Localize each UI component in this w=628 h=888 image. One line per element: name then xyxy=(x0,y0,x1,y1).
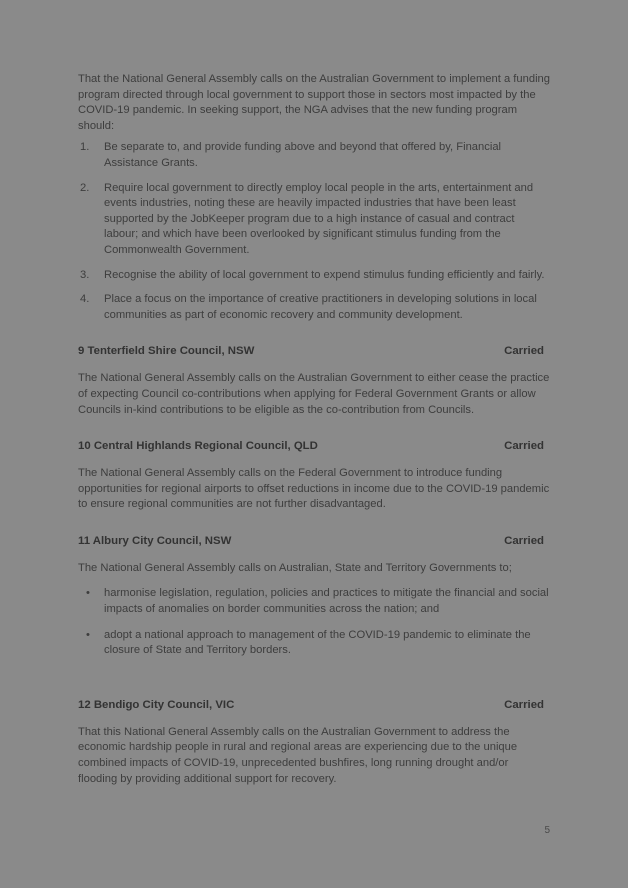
status-badge: Carried xyxy=(504,345,544,358)
list-item xyxy=(78,268,550,284)
motion-section-11 xyxy=(78,535,550,659)
section-body: The National General Assembly calls on the Australian Government to either cease the practice of expecting Council co-contributions when applying for Federal Government Grants or allow Councils in-kind contributions to be eligible as the co-contribution from Councils. xyxy=(78,372,550,416)
list-item xyxy=(78,181,550,259)
section-body: That this National General Assembly calls on the Australian Government to address the economic hardship people in rural and regional areas are experiencing due to the unique combined impacts of COVID-19, unprecedented bushfires, long running drought and/or flooding by providing additional support for recovery. xyxy=(78,725,518,785)
section-title: 9 Tenterfield Shire Council, NSW xyxy=(78,345,255,358)
section-title: 12 Bendigo City Council, VIC xyxy=(78,698,235,711)
section-header xyxy=(78,535,550,547)
section-body: The National General Assembly calls on the Federal Government to introduce funding opportunities for regional airports to offset reductions in income due to the COVID-19 pandemic to ensure regional communities are not further disadvantaged. xyxy=(78,467,550,511)
status-badge: Carried xyxy=(504,534,544,547)
list-item xyxy=(78,140,550,171)
bullet-icon: • xyxy=(86,587,90,600)
section-header xyxy=(78,345,550,357)
list-item-number: 1. xyxy=(80,141,90,154)
section-header xyxy=(78,440,550,452)
list-item-text: Be separate to, and provide funding above and beyond that offered by, Financial Assistance Grants. xyxy=(104,141,502,169)
status-badge: Carried xyxy=(504,698,544,711)
list-item-number: 3. xyxy=(80,268,90,281)
page-number: 5 xyxy=(544,825,550,836)
section-header xyxy=(78,699,550,711)
motion-section-10 xyxy=(78,440,550,513)
list-item-text: Place a focus on the importance of creative practitioners in developing solutions in local communities as part of economic recovery and community development. xyxy=(104,293,537,321)
bullet-list xyxy=(78,586,550,658)
section-title: 11 Albury City Council, NSW xyxy=(78,534,232,547)
section-body: The National General Assembly calls on Australian, State and Territory Governments to; xyxy=(78,561,512,574)
list-item-text: adopt a national approach to management of the COVID-19 pandemic to eliminate the closure of State and Territory borders. xyxy=(104,628,531,657)
motion-section-9 xyxy=(78,345,550,418)
list-item xyxy=(78,586,550,617)
intro-paragraph: That the National General Assembly calls on the Australian Government to implement a funding program directed through local government to support those in sectors most impacted by the COVID-19 pandemic. In seeking support, the NGA advises that the new funding program should: xyxy=(78,73,550,132)
motion-section-12 xyxy=(78,699,550,787)
numbered-list xyxy=(78,140,550,323)
bullet-icon: • xyxy=(86,628,90,641)
status-badge: Carried xyxy=(504,440,544,453)
list-item-text: Recognise the ability of local government to expend stimulus funding efficiently and fairly. xyxy=(104,268,545,281)
list-item-number: 2. xyxy=(80,181,90,194)
list-item-text: harmonise legislation, regulation, policies and practices to mitigate the financial and social impacts of anomalies on border communities across the nation; and xyxy=(104,587,549,616)
list-item-text: Require local government to directly employ local people in the arts, entertainment and events industries, noting these are heavily impacted industries that have been least supported by the JobKeeper program due to a high instance of casual and contract labour; and which have been overlooked by significant stimulus funding from the Commonwealth Government. xyxy=(104,181,534,256)
list-item xyxy=(78,292,550,323)
section-title: 10 Central Highlands Regional Council, QLD xyxy=(78,440,318,453)
list-item xyxy=(78,628,550,659)
list-item-number: 4. xyxy=(80,293,90,306)
